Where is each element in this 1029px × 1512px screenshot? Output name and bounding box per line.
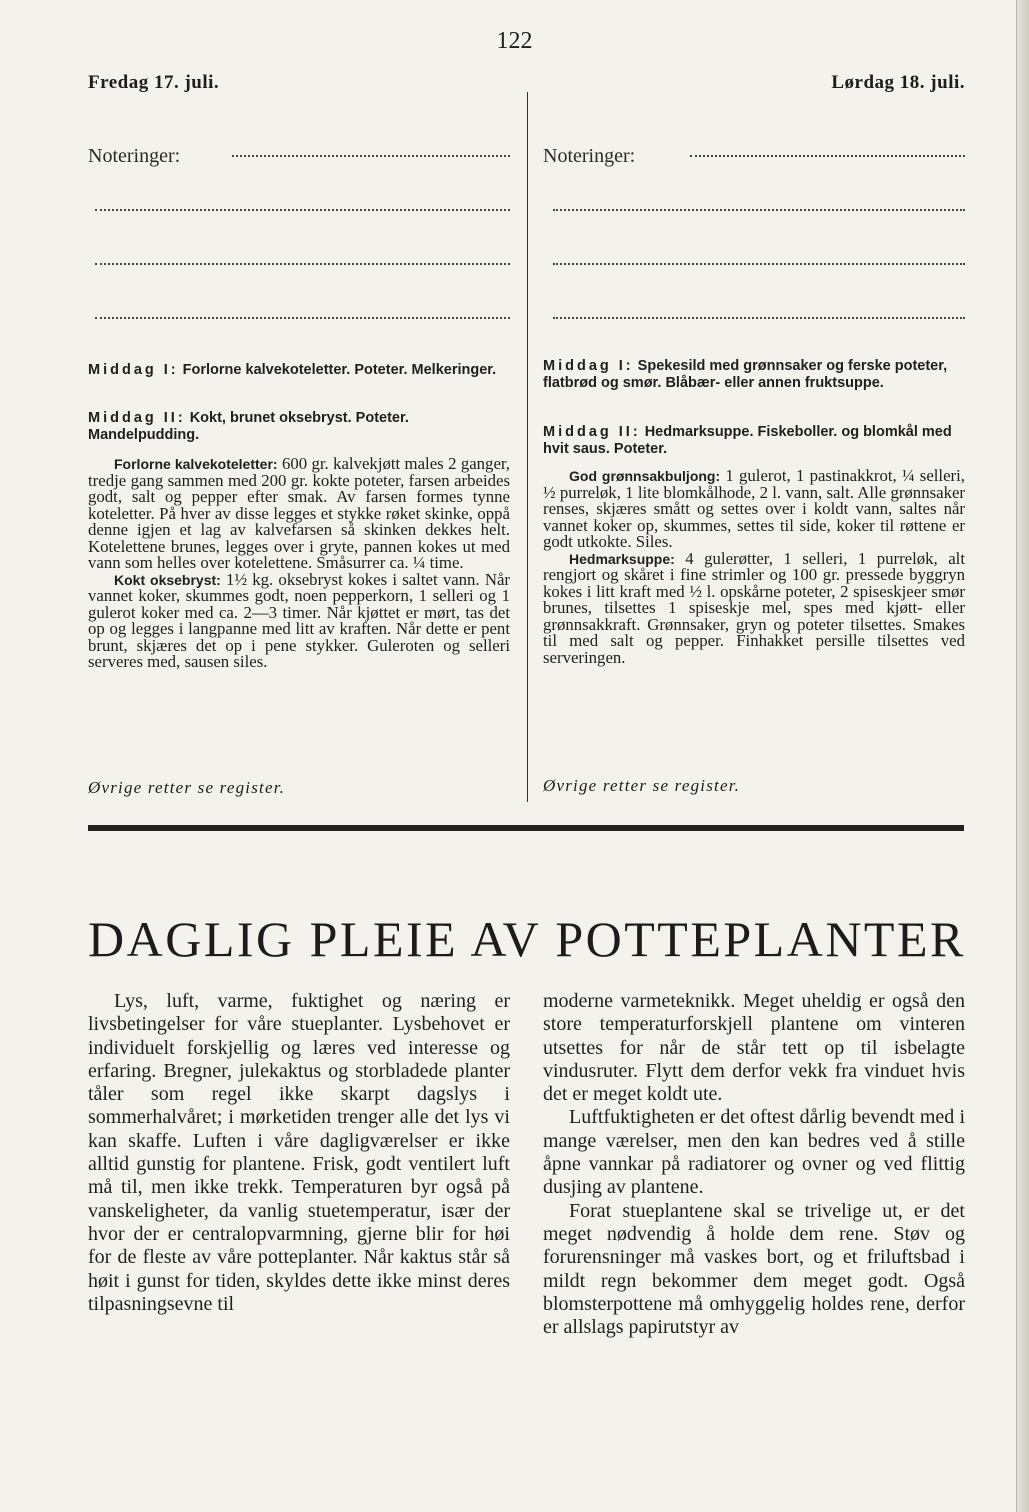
notes-dotted-line: [553, 316, 965, 319]
menu-dinner-1-right: [543, 358, 965, 392]
recipe-block-left: [88, 456, 510, 671]
notes-label-text: Noteringer:: [88, 145, 181, 167]
recipe-body: 600 gr. kalvekjøtt males 2 ganger, tredje gang sammen med 200 gr. kokte poteter, farsen arbeides godt, salt og pepper efter smak. Av farsen formes tynne koteletter. På hver av disse legges et stykke røket skinke, oppå denne igjen et lag av kalvefarsen så skinken dekkes helt. Kotelettene brunes, legges over i gryte, pannen kokes ut med vann som helles over kotelettene. Småsurrer ca. ¼ time.: [88, 454, 511, 572]
recipe-block-right: [543, 468, 965, 666]
notes-dotted-line: [553, 262, 965, 265]
book-spine-edge: [1016, 0, 1029, 1512]
recipe-body: 1 gulerot, 1 pastinakkrot, ¼ selleri, ½ purreløk, 1 lite blomkålhode, 2 l. vann, salt. Alle grønnsaker renses, skjæres smått og settes over i koldt vann, saltes når vannet koker op, skummes, settes til side, koker til røttene er godt utkokte. Siles.: [543, 466, 965, 551]
notes-label-text: Noteringer:: [543, 145, 636, 167]
article-paragraph: moderne varmeteknikk. Meget uheldig er også den store temperaturforskjell plantene om vinteren utsettes for når de står tett op til isbelagte vindusruter. Flytt dem derfor vekk fra vinduet hvis det er meget koldt ute.: [543, 990, 965, 1106]
recipe-body: 1½ kg. oksebryst kokes i saltet vann. Når vannet koker, skummes godt, noen pepperkorn, 1 selleri og 1 gulerot koker med ca. 2—3 timer. Når kjøttet er mørt, tas det op og legges i langpanne med litt av kraften. Når dette er pent brunt, skjæres det op i pene stykker. Guleroten og selleri serveres med, sausen siles.: [88, 569, 510, 671]
article-paragraph: Luftfuktigheten er det oftest dårlig bevendt med i mange værelser, men den kan bedres ved å stille åpne vannkar på radiatorer og ovner og ved flittig dusjing av plantene.: [543, 1106, 965, 1199]
menu-label: Middag I:: [88, 362, 179, 378]
column-divider: [527, 92, 528, 802]
notes-dotted-line: [232, 154, 510, 157]
notes-dotted-line: [553, 208, 965, 211]
recipe-title: Hedmarksuppe:: [569, 550, 675, 567]
notes-label-left: [88, 145, 180, 168]
article-paragraph: Forat stueplantene skal se trivelige ut, er det meget nødvendig å holde dem rene. Støv og forurensninger må vaskes bort, og et friluftsbad i mildt regn bekommer dem meget godt. Også blomsterpottene må omhyggelig holdes rene, derfor er allslags papirutstyr av: [543, 1199, 965, 1339]
notes-dotted-line: [690, 154, 965, 157]
recipe-title: Forlorne kalvekoteletter:: [114, 456, 278, 472]
recipe-paragraph: [543, 548, 965, 667]
article-paragraph: Lys, luft, varme, fuktighet og næring er livsbetingelser for våre stueplanter. Lysbehovet er individuelt forskjellig og læres ved interesse og erfaring. Bregner, julekaktus og storbladede planter tåler som regel ikke skarpt dagslys i sommerhalvåret; i mørketiden trenger alle det lys vi kan skaffe. Luften i våre dagligværelser er ikke alltid gunstig for plantene. Frisk, godt ventilert luft må til, men ikke trekk. Temperaturen byr også på vanskeligheter, da vanlig stuetemperatur, især der hvor der er centralopvarmning, gjerne blir for høi for de fleste av våre potteplanter. Når kaktus står så høit i gunst for tiden, skyldes dette ikke minst deres tilpasningsevne til: [88, 990, 510, 1315]
recipe-body: 4 gulerøtter, 1 selleri, 1 purreløk, alt rengjort og skåret i fine strimler og 100 gr. pressede byggryn kokes i litt kraft med ½ l. opskårne poteter, 2 spiseskjeer smør brunes, tilsettes 1 spiseskje mel, spes med kjøtt- eller grønnsakkraft. Grønnsaker, gryn og poteter tilsettes. Smakes til med salt og pepper. Finhakket persille tilsettes ved serveringen.: [543, 548, 965, 667]
other-dishes-note-left: Øvrige retter se register.: [88, 778, 286, 797]
notes-dotted-line: [95, 262, 510, 265]
menu-text: Forlorne kalvekoteletter. Poteter. Melkeringer.: [182, 362, 497, 378]
day-heading-friday: Fredag 17. juli.: [88, 72, 220, 93]
menu-dinner-2-left: [88, 410, 510, 444]
other-dishes-note-right: Øvrige retter se register.: [543, 776, 741, 795]
section-divider-rule: [88, 825, 964, 831]
menu-label: Middag II:: [543, 424, 641, 440]
menu-dinner-2-right: [543, 424, 965, 458]
page-number: 122: [496, 28, 533, 54]
notes-label-right: [543, 145, 635, 168]
day-heading-saturday: Lørdag 18. juli.: [831, 72, 965, 93]
article-headline: DAGLIG PLEIE AV POTTEPLANTER: [88, 911, 966, 967]
menu-text: Hedmarksuppe. Fiskeboller. og blomkål med hvit saus. Poteter.: [543, 424, 952, 457]
article-column-2: [543, 990, 965, 1339]
notes-dotted-line: [95, 208, 510, 211]
menu-text: Spekesild med grønnsaker og ferske poteter, flatbrød og smør. Blåbær- eller annen fruktsuppe.: [543, 358, 948, 391]
article-column-1: [88, 990, 510, 1316]
recipe-paragraph: [543, 468, 965, 551]
menu-dinner-1-left: [88, 362, 510, 379]
menu-label: Middag I:: [543, 358, 634, 374]
recipe-paragraph: [88, 569, 510, 671]
notes-dotted-line: [95, 316, 510, 319]
recipe-title: Kokt oksebryst:: [114, 571, 221, 588]
menu-label: Middag II:: [88, 410, 186, 426]
recipe-title: God grønnsakbuljong:: [569, 468, 721, 484]
menu-text: Kokt, brunet oksebryst. Poteter. Mandelpudding.: [88, 410, 409, 443]
recipe-paragraph: [88, 456, 510, 572]
